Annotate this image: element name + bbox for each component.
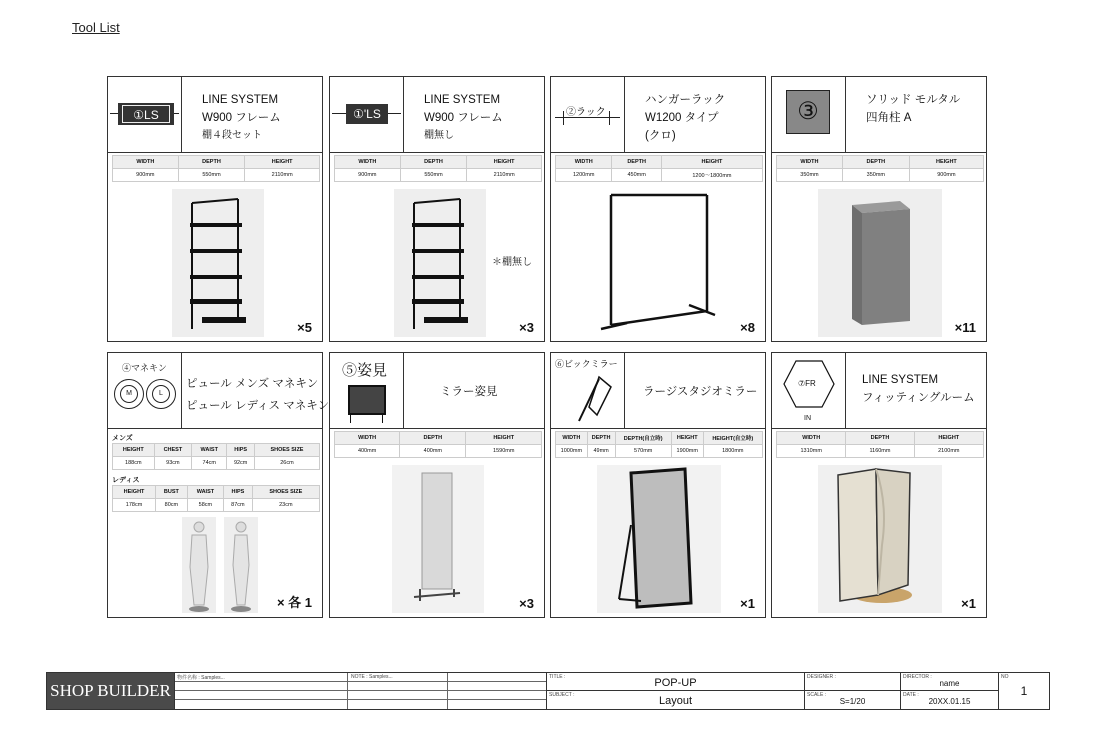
fitting-room-image bbox=[818, 465, 942, 613]
card-title: LINE SYSTEM W900 フレーム 棚無し bbox=[424, 94, 503, 141]
badge-in-label: IN bbox=[804, 415, 811, 422]
tool-card-line-system-shelf bbox=[107, 76, 323, 342]
badge-label: ①LS bbox=[122, 105, 170, 123]
number-cell: NO 1 bbox=[1001, 674, 1028, 698]
title-cell: TITLE : POP-UP bbox=[547, 673, 805, 691]
designer-cell: DESIGNER : bbox=[805, 673, 901, 691]
spec-table: WIDTH DEPTH HEIGHT 1200mm 450mm 1200〜1800mm bbox=[555, 155, 763, 182]
tool-card-hanger-rack bbox=[550, 76, 766, 342]
notes-grid: 物件名称 : Samples... NOTE : Samples... bbox=[175, 673, 547, 709]
badge bbox=[551, 353, 625, 428]
tool-card-line-system-frame bbox=[329, 76, 545, 342]
badge bbox=[330, 77, 404, 152]
quantity: ×8 bbox=[740, 320, 755, 335]
hanger-rack-image bbox=[597, 189, 721, 337]
spec-table: WIDTH DEPTH DEPTH(自立時) HEIGHT HEIGHT(自立時) 1000mm 49mm 570mm 1900mm 1800mm bbox=[555, 431, 763, 458]
ladies-spec-table: HEIGHT BUST WAIST HIPS SHOES SIZE 178cm 80cm 58cm 87cm 23cm bbox=[112, 485, 320, 512]
badge: ④マネキン M L bbox=[108, 353, 182, 428]
studio-mirror-image bbox=[597, 465, 721, 613]
spec-table: WIDTH DEPTH HEIGHT 1310mm 1160mm 2100mm bbox=[776, 431, 984, 458]
ladies-mannequin-image bbox=[224, 517, 258, 613]
badge-label: ③ bbox=[786, 90, 830, 134]
badge bbox=[330, 353, 404, 428]
badge-label: ⑥ビックミラー bbox=[555, 359, 618, 369]
tool-card-fitting-room bbox=[771, 352, 987, 618]
spec-table: WIDTH DEPTH HEIGHT 400mm 400mm 1590mm bbox=[334, 431, 542, 458]
card-title: ピュール メンズ マネキン ピュール レディス マネキン bbox=[186, 378, 330, 412]
badge bbox=[108, 77, 182, 152]
quantity: × 各 1 bbox=[276, 595, 312, 610]
mens-mannequin-image bbox=[182, 517, 216, 613]
shelf-image bbox=[172, 189, 264, 337]
card-title: ラージスタジオミラー bbox=[643, 386, 758, 398]
director-cell: DIRECTOR : name bbox=[901, 673, 999, 691]
card-title: ミラー姿見 bbox=[440, 386, 498, 398]
tool-card-standing-mirror bbox=[329, 352, 545, 618]
badge-label: ⑤姿見 bbox=[342, 362, 388, 379]
quantity: ×3 bbox=[519, 320, 534, 335]
card-title: LINE SYSTEM フィッティングルーム bbox=[862, 374, 975, 404]
mortar-pillar-image bbox=[818, 189, 942, 337]
badge bbox=[772, 353, 846, 428]
logo: SHOP BUILDER bbox=[47, 673, 175, 709]
quantity: ×1 bbox=[961, 596, 976, 611]
subject-cell: SUBJECT : Layout bbox=[547, 691, 805, 709]
tool-card-mannequins: ④マネキン M L ピュール メンズ マネキン ピュール レディス マネキン メンズ HEIGHT CHEST WAIST HIPS SHOES SIZE 188cm 93cm 74cm 92cm 26cm レディス HEIGHT BUST WAIST HIPS SHOES SIZE 178cm 80cm 58cm 87cm 23cm × 各 1 bbox=[107, 352, 323, 618]
quantity: ×3 bbox=[519, 596, 534, 611]
date-cell: DATE : 20XX.01.15 bbox=[901, 691, 999, 709]
tool-card-large-studio-mirror bbox=[550, 352, 766, 618]
frame-image bbox=[394, 189, 486, 337]
badge-label: ①'LS bbox=[346, 104, 388, 124]
badge-label: ⑦FR bbox=[798, 379, 816, 388]
badge-label: ④マネキン bbox=[122, 363, 167, 373]
mens-spec-table: HEIGHT CHEST WAIST HIPS SHOES SIZE 188cm 93cm 74cm 92cm 26cm bbox=[112, 443, 320, 470]
quantity: ×11 bbox=[954, 320, 976, 335]
quantity: ×5 bbox=[297, 320, 312, 335]
spec-table: WIDTH DEPTH HEIGHT 900mm 550mm 2110mm bbox=[112, 155, 320, 182]
card-header bbox=[108, 77, 322, 153]
badge-label: ②ラック bbox=[566, 107, 606, 118]
tool-list-link[interactable]: Tool List bbox=[72, 20, 120, 35]
quantity: ×1 bbox=[740, 596, 755, 611]
badge bbox=[772, 77, 846, 152]
card-title: ハンガーラック W1200 タイプ (クロ) bbox=[645, 94, 726, 142]
badge bbox=[551, 77, 625, 152]
tool-card-solid-mortar bbox=[771, 76, 987, 342]
card-title: ソリッド モルタル 四角柱 A bbox=[866, 94, 961, 124]
title-block bbox=[46, 672, 1050, 710]
scale-cell: SCALE : S=1/20 bbox=[805, 691, 901, 709]
standing-mirror-image bbox=[392, 465, 484, 613]
card-title: LINE SYSTEM W900 フレーム 棚４段セット bbox=[202, 94, 281, 141]
spec-table: WIDTH DEPTH HEIGHT 900mm 550mm 2110mm bbox=[334, 155, 542, 182]
spec-table: WIDTH DEPTH HEIGHT 350mm 350mm 900mm bbox=[776, 155, 984, 182]
note: ＊棚無し bbox=[492, 257, 532, 268]
